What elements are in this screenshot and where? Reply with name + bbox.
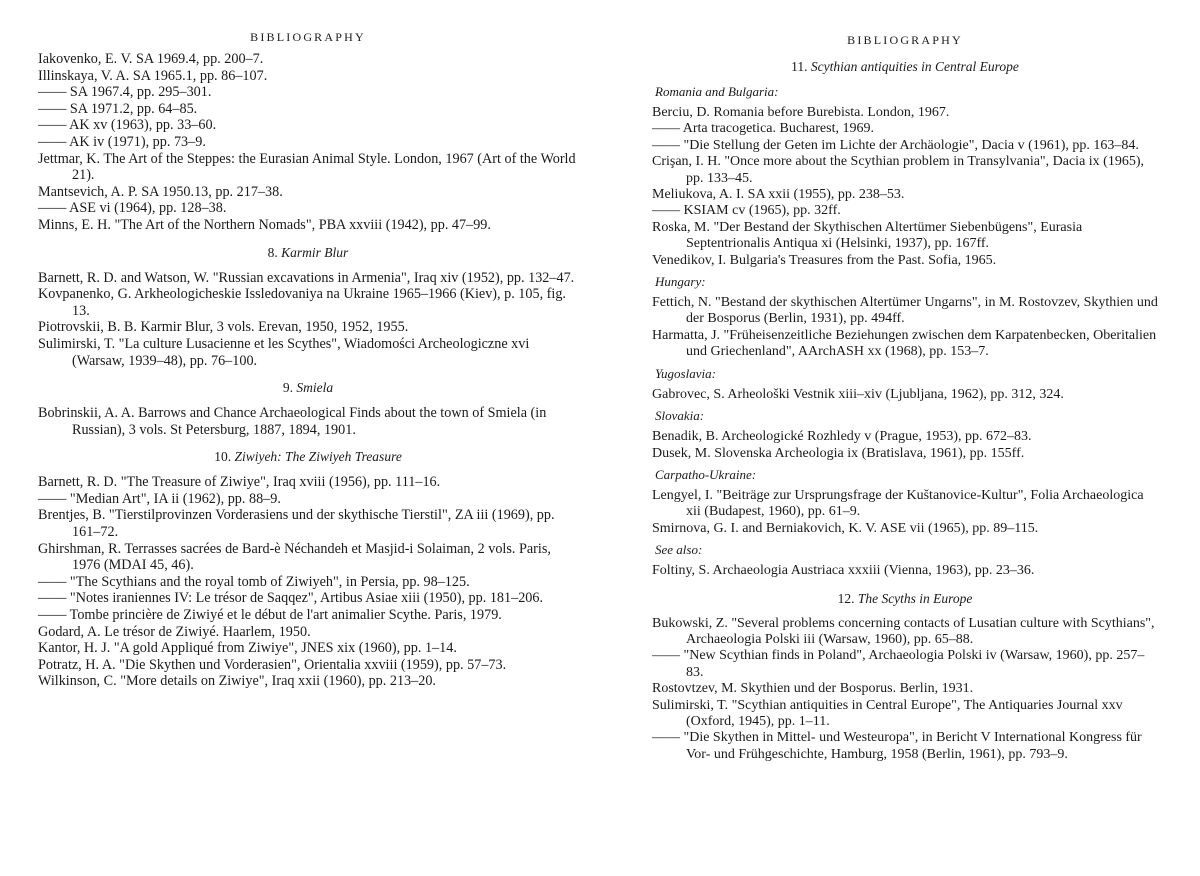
bib-entry: Ghirshman, R. Terrasses sacrées de Bard-è Néchandeh et Masjid-i Solaiman, 2 vols. Paris, 1976 (MDAI 45, 46). — [38, 540, 551, 574]
subhead-see-also: See also: — [655, 542, 703, 558]
subhead-romania-bulgaria: Romania and Bulgaria: — [655, 84, 779, 99]
hungary-entries — [652, 295, 1158, 361]
section-number: 10. — [214, 449, 232, 465]
section-9-entries — [38, 405, 578, 438]
section-10-entries — [38, 474, 578, 690]
section-title-10 — [38, 449, 578, 465]
bib-entry: Kantor, H. J. "A gold Appliqué from Ziwiye", JNES xix (1960), pp. 1–14. — [38, 640, 457, 657]
bib-entry: Sulimirski, T. "Scythian antiquities in Central Europe", The Antiquaries Journal xxv (Oxford, 1945), pp. 1–11. — [652, 697, 1123, 729]
bib-entry: Jettmar, K. The Art of the Steppes: the Eurasian Animal Style. London, 1967 (Art of the World 21). — [38, 150, 576, 184]
bib-entry: Piotrovskii, B. B. Karmir Blur, 3 vols. Erevan, 1950, 1952, 1955. — [38, 319, 409, 336]
bib-entry: —— "Die Stellung der Geten im Lichte der Archäologie", Dacia v (1961), pp. 163–84. — [652, 137, 1139, 153]
bib-entry: Mantsevich, A. P. SA 1950.13, pp. 217–38. — [38, 183, 283, 200]
bib-entry: Roska, M. "Der Bestand der Skythischen Altertümer Siebenbügens", Eurasia Septentrionalis Antiqua xi (Helsinki, 1937), pp. 167ff. — [652, 219, 1083, 252]
bib-entry: Meliukova, A. I. SA xxii (1955), pp. 238–53. — [652, 187, 905, 203]
bib-entry: Lengyel, I. "Beiträge zur Ursprungsfrage der Kuštanovice-Kultur", Folia Archaeologica xii (Budapest, 1960), pp. 61–9. — [652, 487, 1144, 520]
bib-entry: —— SA 1971.2, pp. 64–85. — [38, 100, 198, 117]
section-number: 11. — [791, 59, 808, 74]
bib-entry: Fettich, N. "Bestand der skythischen Altertümer Ungarns", in M. Rostovzev, Skythien und der Bosporus (Berlin, 1931), pp. 494ff. — [652, 295, 1158, 327]
slovakia-entries — [652, 429, 1158, 462]
bib-entry: Rostovtzev, M. Skythien und der Bosporus. Berlin, 1931. — [652, 681, 974, 697]
bib-entry: Kovpanenko, G. Arkheologicheskie Issledovaniya na Ukraine 1965–1966 (Kiev), p. 105, fig. 13. — [38, 286, 566, 319]
bib-entry: Benadik, B. Archeologické Rozhledy v (Prague, 1953), pp. 672–83. — [652, 429, 1032, 445]
left-page — [38, 0, 578, 692]
bib-entry: —— KSIAM cv (1965), pp. 32ff. — [652, 203, 841, 219]
bib-entry: Harmatta, J. "Früheisenzeitliche Beziehungen zwischen dem Karpatenbecken, Oberitalien und Griechenland", AArchASH xx (1968), pp. 153–7. — [652, 327, 1157, 360]
bib-entry: Iakovenko, E. V. SA 1969.4, pp. 200–7. — [38, 51, 264, 67]
running-head-left: BIBLIOGRAPHY — [250, 30, 366, 44]
bib-entry: Potratz, H. A. "Die Skythen und Vorderasien", Orientalia xxviii (1959), pp. 57–73. — [38, 656, 507, 673]
section-heading: Smiela — [296, 380, 334, 396]
bib-entry: —— SA 1967.4, pp. 295–301. — [38, 84, 212, 101]
bib-entry: —— "Die Skythen in Mittel- und Westeuropa", in Bericht V International Kongress für Vor- und Frühgeschichte, Hamburg, 1958 (Berlin, 1961), pp. 793–9. — [652, 730, 1142, 762]
bib-entry: Wilkinson, C. "More details on Ziwiye", Iraq xxii (1960), pp. 213–20. — [38, 673, 436, 690]
subhead-yugoslavia: Yugoslavia: — [655, 365, 716, 381]
section-number: 12. — [837, 590, 855, 606]
bib-entry: Berciu, D. Romania before Burebista. London, 1967. — [652, 105, 950, 120]
bib-entry: Smirnova, G. I. and Berniakovich, K. V. ASE vii (1965), pp. 89–115. — [652, 520, 1039, 536]
yugoslavia-entries — [652, 387, 1158, 403]
section-title-11 — [652, 59, 1158, 75]
section-heading: Scythian antiquities in Central Europe — [810, 59, 1019, 74]
carpatho-ukraine-entries — [652, 488, 1158, 537]
section-title-9 — [38, 380, 578, 396]
bib-entry: —— "Median Art", IA ii (1962), pp. 88–9. — [38, 490, 281, 507]
bib-entry: —— "Notes iraniennes IV: Le trésor de Saqqez", Artibus Asiae xiii (1950), pp. 181–206. — [38, 590, 544, 607]
bib-entry: Bobrinskii, A. A. Barrows and Chance Archaeological Finds about the town of Smiela (in Russian), 3 vols. St Petersburg, 1887, 1894, 1901. — [38, 405, 547, 438]
subhead-carpatho-ukraine: Carpatho-Ukraine: — [655, 466, 757, 482]
bib-entry: —— Tombe princière de Ziwiyé et le début de l'art animalier Scythe. Paris, 1979. — [38, 607, 502, 624]
bib-entry: —— "New Scythian finds in Poland", Archaeologia Polski iv (Warsaw, 1960), pp. 257–83. — [652, 648, 1145, 680]
section-number: 9. — [282, 380, 293, 396]
right-page — [652, 0, 1158, 765]
bib-entry: Bukowski, Z. "Several problems concerning contacts of Lusatian culture with Scythians", Archaeologia Polski iii (Warsaw, 1960), pp. 65–88. — [652, 615, 1155, 647]
section-title-12 — [652, 591, 1158, 607]
bib-entry: Dusek, M. Slovenska Archeologia ix (Bratislava, 1961), pp. 155ff. — [652, 445, 1025, 461]
bib-entry: Illinskaya, V. A. SA 1965.1, pp. 86–107. — [38, 67, 268, 84]
bib-entry: Gabrovec, S. Arheološki Vestnik xiii–xiv (Ljubljana, 1962), pp. 312, 324. — [652, 386, 1064, 402]
bib-entry: Venedikov, I. Bulgaria's Treasures from the Past. Sofia, 1965. — [652, 252, 997, 268]
bib-entry: —— AK iv (1971), pp. 73–9. — [38, 133, 206, 150]
bib-entry: Barnett, R. D. and Watson, W. "Russian excavations in Armenia", Iraq xiv (1952), pp. 132–47. — [38, 269, 575, 286]
running-head-right: BIBLIOGRAPHY — [847, 33, 963, 47]
intro-entries — [38, 51, 578, 234]
bib-entry: —— Arta tracogetica. Bucharest, 1969. — [652, 121, 874, 137]
section-12-entries — [652, 616, 1158, 764]
subhead-slovakia: Slovakia: — [655, 408, 705, 424]
bib-entry: Minns, E. H. "The Art of the Northern Nomads", PBA xxviii (1942), pp. 47–99. — [38, 216, 491, 233]
bib-entry: Godard, A. Le trésor de Ziwiyé. Haarlem, 1950. — [38, 623, 311, 640]
section-title-8 — [38, 245, 578, 261]
bib-entry: Barnett, R. D. "The Treasure of Ziwiye", Iraq xviii (1956), pp. 111–16. — [38, 474, 441, 491]
romania-bulgaria-entries — [652, 105, 1158, 269]
section-heading: Ziwiyeh: The Ziwiyeh Treasure — [234, 449, 402, 465]
bib-entry: —— AK xv (1963), pp. 33–60. — [38, 117, 217, 134]
see-also-entries — [652, 563, 1158, 579]
bib-entry: Crişan, I. H. "Once more about the Scythian problem in Transylvania", Dacia ix (1965), pp. 133–45. — [652, 154, 1144, 186]
bib-entry: Foltiny, S. Archaeologia Austriaca xxxiii (Vienna, 1963), pp. 23–36. — [652, 563, 1035, 579]
section-number: 8. — [267, 244, 278, 260]
subhead-hungary: Hungary: — [655, 274, 706, 290]
bib-entry: —— ASE vi (1964), pp. 128–38. — [38, 200, 227, 217]
section-heading: The Scyths in Europe — [857, 590, 973, 606]
section-8-entries — [38, 270, 578, 370]
section-heading: Karmir Blur — [281, 244, 349, 260]
bib-entry: Sulimirski, T. "La culture Lusacienne et les Scythes", Wiadomości Archeologiczne xvi (Warsaw, 1939–48), pp. 76–100. — [38, 335, 530, 369]
bib-entry: —— "The Scythians and the royal tomb of Ziwiyeh", in Persia, pp. 98–125. — [38, 573, 470, 590]
bib-entry: Brentjes, B. "Tierstilprovinzen Vorderasiens und der skythische Tierstil", ZA iii (1969), pp. 161–72. — [38, 507, 555, 541]
